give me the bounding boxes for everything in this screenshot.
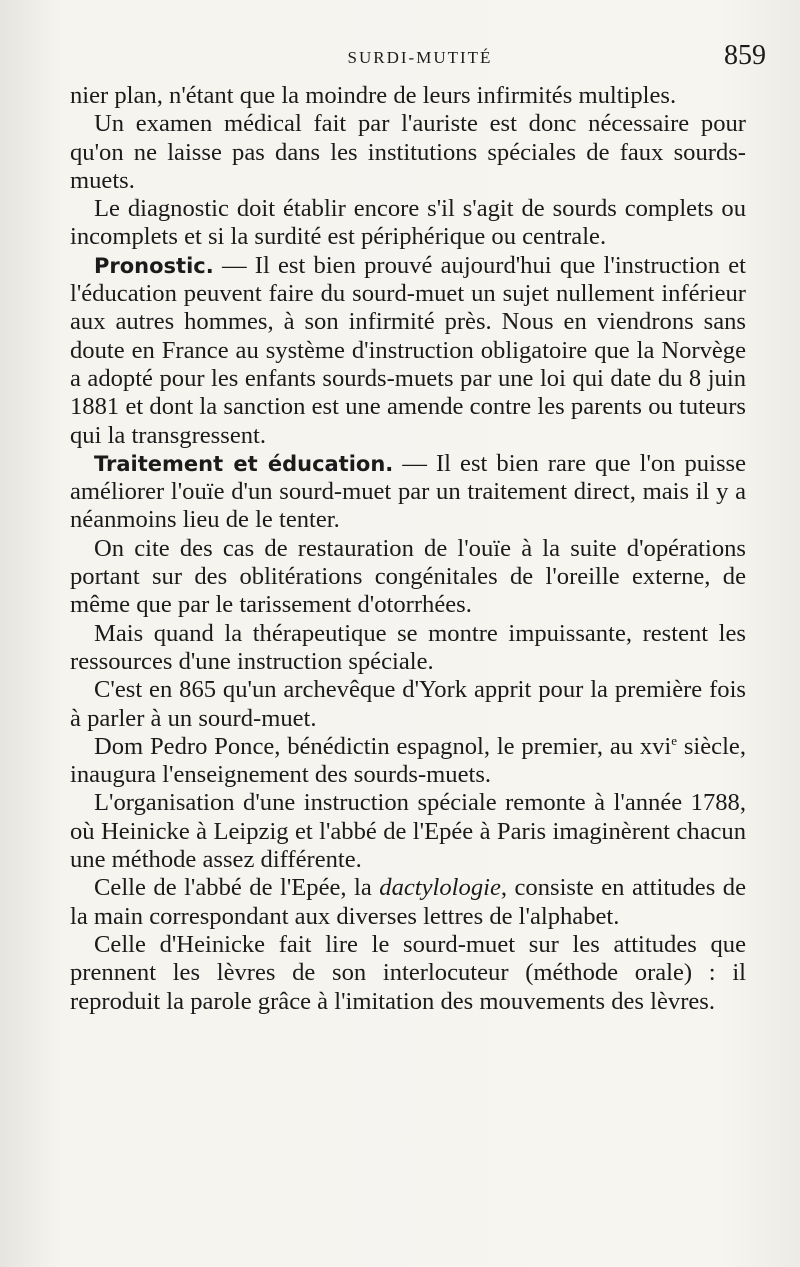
paragraph-text: nier plan, n'étant que la moindre de leurs infirmités multiples. — [70, 82, 677, 109]
body-text — [70, 82, 746, 1016]
paragraph-text: , consiste en attitudes de la main correspondant aux diverses lettres de l'alphabet. — [70, 874, 746, 930]
running-title: SURDI-MUTITÉ — [347, 48, 493, 67]
paragraph-text: Celle de l'abbé de l'Epée, la — [94, 874, 380, 902]
paragraph-text: siècle, inaugura l'enseignement des sourds-muets. — [70, 732, 746, 789]
paragraph-text: C'est en 865 qu'un archevêque d'York apprit pour la première fois à parler à un sourd-muet. — [70, 676, 746, 732]
superscript: e — [671, 732, 678, 748]
paragraph — [70, 931, 746, 1016]
paragraph — [70, 450, 746, 535]
running-head — [70, 40, 770, 70]
page-number: 859 — [724, 40, 766, 71]
paragraph-text: L'organisation d'une instruction spéciale remonte à l'année 1788, où Heinicke à Leipzig et l'abbé de l'Epée à Paris imaginèrent chacun une méthode assez différente. — [70, 789, 746, 874]
paragraph-text: Le diagnostic doit établir encore s'il s'agit de sourds complets ou incomplets et si la surdité est périphérique ou centrale. — [70, 195, 746, 251]
paragraph — [70, 82, 746, 110]
paragraph-text: Celle d'Heinicke fait lire le sourd-muet sur les attitudes que prennent les lèvres de son interlocuteur (méthode orale) : il reproduit la parole grâce à l'imitation des mouvements des lèvres. — [70, 930, 746, 1015]
paragraph-text: Mais quand la thérapeutique se montre impuissante, restent les ressources d'une instruction spéciale. — [70, 619, 746, 675]
paragraph-text: — Il est bien rare que l'on puisse améliorer l'ouïe d'un sourd-muet par un traitement direct, mais il y a néanmoins lieu de le tenter. — [70, 449, 746, 534]
italic-term: dactylologie — [379, 874, 501, 902]
paragraph — [70, 789, 746, 874]
paragraph — [70, 733, 746, 790]
paragraph-text: Un examen médical fait par l'auriste est donc nécessaire pour qu'on ne laisse pas dans les institutions spéciales de faux sourds-muets. — [70, 110, 746, 194]
paragraph-text: Dom Pedro Ponce, bénédictin espagnol, le premier, au xvi — [94, 732, 672, 760]
section-heading: Pronostic. — [94, 253, 214, 278]
paragraph-text: On cite des cas de restauration de l'ouïe à la suite d'opérations portant sur des oblitérations congénitales de l'oreille externe, de même que par le tarissement d'otorrhées. — [70, 534, 746, 619]
section-heading: Traitement et éducation. — [94, 451, 394, 476]
paragraph — [70, 110, 746, 195]
paragraph — [70, 874, 746, 931]
paragraph — [70, 620, 746, 677]
paragraph — [70, 535, 746, 620]
paragraph — [70, 676, 746, 733]
paragraph — [70, 195, 746, 252]
paragraph-text: — Il est bien prouvé aujourd'hui que l'instruction et l'éducation peuvent faire du sourd-muet un sujet nullement inférieur aux autres hommes, à son infirmité près. Nous en viendrons sans doute en France au système d'instruction obligatoire que la Norvège a adopté pour les enfants sourds-muets par une loi qui date du 8 juin 1881 et dont la sanction est une amende contre les parents ou tuteurs qui la transgressent. — [70, 251, 746, 449]
paragraph — [70, 252, 746, 450]
